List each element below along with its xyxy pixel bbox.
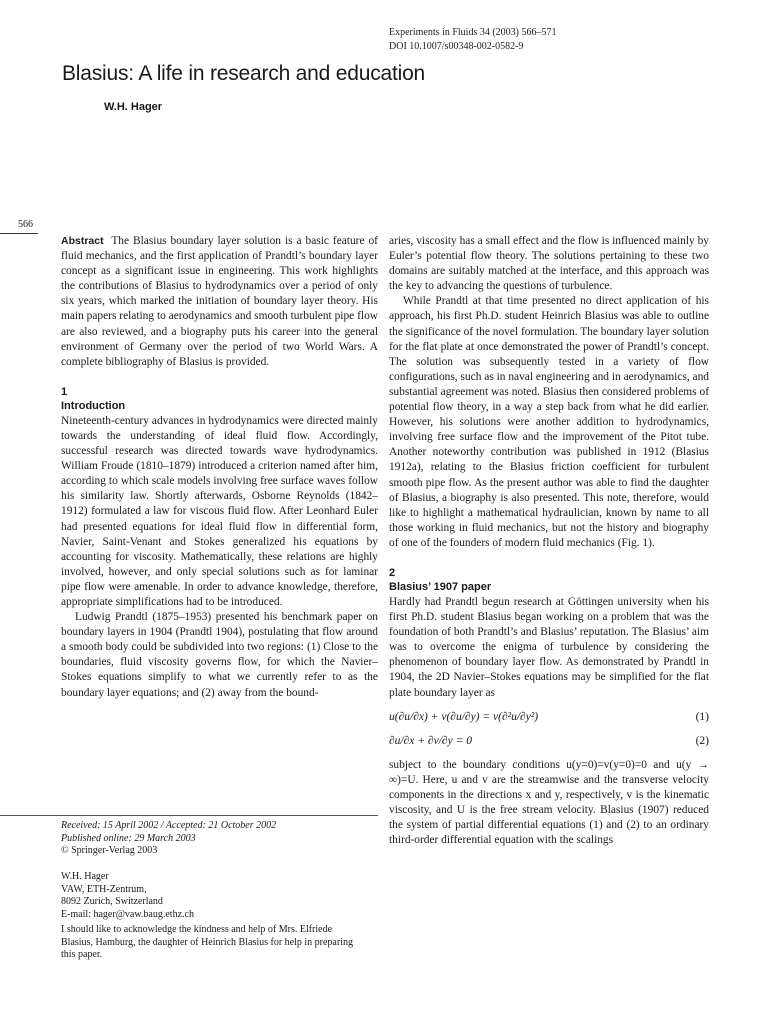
address-institution: VAW, ETH-Zentrum, [61,883,147,895]
article-title: Blasius: A life in research and education [62,62,426,85]
author-name: W.H. Hager [104,101,163,113]
equation-1 [389,710,709,725]
intro-paragraph-4: While Prandtl at that time presented no direct application of his approach, his first Ph.D. student Heinrich Blasius was able to outline the significance of the novel formulation. The boundary layer solution for the flat plate at once demonstrated the power of Prandtl’s concept. The solution was subsequently tested in a variety of flow configurations, such as in naval engineering and in aerodynamics, and substantial agreement was noted. Blasius then considered problems of potential flow theory, in a way a step back from what he did earlier. However, his solutions were another addition to hydrodynamics, involving free surface flow and the improvement of the Pitot tube. Another noteworthy contribution was published in 1912 (Blasius 1912a), relating to the Blasius friction coefficient for turbulent smooth pipe flow. As the present author was able to find the daughter of Blasius, a biography is also presented. This note, therefore, would like to highlight a mathematical hydraulician, known by name to all those working in fluid mechanics, but not the history and biography of one of the founders of modern fluid mechanics (Fig. 1). [389,295,709,549]
doi: DOI 10.1007/s00348-002-0582-9 [389,41,524,52]
footnote-rule [0,815,378,816]
copyright: © Springer-Verlag 2003 [61,845,158,856]
left-column [61,234,378,701]
equation-2-body: ∂u/∂x + ∂v/∂y = 0 [389,734,472,747]
abstract-text: The Blasius boundary layer solution is a basic feature of fluid mechanics, and the first application of Prandtl’s boundary layer concept as a significant issue in engineering. This work highlights the contributions of Blasius to hydrodynamics over a period of only six years, which marked the initiation of boundary layer theory. His main papers relating to aerodynamics and smooth turbulent pipe flow are also reviewed, and a biography puts his career into the general environment of Germany over the period of two World Wars. A complete bibliography of Blasius is provided. [61,235,378,368]
intro-paragraph-3: aries, viscosity has a small effect and the flow is influenced mainly by Euler’s potential flow theory. The solutions pertaining to these two domains are suitably matched at the interface, and this approach was the key to advancing the questions of turbulence. [389,235,709,293]
author-address [61,871,361,921]
section-2-paragraph-2: subject to the boundary conditions u(y=0)=v(y=0)=0 and u(y → ∞)=U. Here, u and v are the streamwise and the transverse velocity components in the directions x and y, respectively, v is the kinematic viscosity, and U is the free stream velocity. Blasius (1907) reduced the system of partial differential equations (1) and (2) to an ordinary third-order differential equation with the scalings [389,758,709,847]
abstract-label: Abstract [61,235,104,247]
published-date: Published online: 29 March 2003 [61,832,196,844]
intro-paragraph-2: Ludwig Prandtl (1875–1953) presented his benchmark paper on boundary layers in 1904 (Prandtl 1904), postulating that flow around a smooth body could be subdivided into two regions: (1) Close to the boundaries, fluid viscosity governs flow, for which the Navier–Stokes equations simplify to what we currently refer to as the boundary layer equations; and (2) away from the bound- [61,611,378,699]
equation-1-number: (1) [695,710,709,723]
equation-2 [389,734,709,749]
equation-1-body: u(∂u/∂x) + v(∂u/∂y) = v(∂²u/∂y²) [389,710,539,723]
publication-dates [61,820,361,845]
section-1-number: 1 [61,385,68,398]
page-number-rule [0,233,38,234]
section-2-paragraph-1: Hardly had Prandtl begun research at Göttingen university when his first Ph.D. student Blasius began working on a problem that was the foundation of both Prandtl’s and Blasius’ reputation. The Blasius’ aim was to overcome the enigma of turbulence by considering the phenomenon of boundary layer flow. As demonstrated by Prandtl in 1904, the 2D Navier–Stokes equations may be simplified for the flat plate boundary layer as [389,595,709,699]
address-name: W.H. Hager [61,871,109,882]
address-city: 8092 Zurich, Switzerland [61,896,163,907]
copyright-block [61,845,361,858]
section-2-heading: Blasius’ 1907 paper [389,580,492,593]
journal-header [389,26,557,54]
page-number: 566 [18,219,33,230]
acknowledgement: I should like to acknowledge the kindness and help of Mrs. Elfriede Blasius, Hamburg, the daughter of Heinrich Blasius for help in preparing this paper. [61,924,353,960]
section-1-heading: Introduction [61,399,126,412]
equation-2-number: (2) [695,734,709,747]
right-column [389,234,709,848]
journal-citation: Experiments in Fluids 34 (2003) 566–571 [389,27,557,38]
received-date: Received: 15 April 2002 / Accepted: 21 October 2002 [61,820,277,831]
abstract-paragraph [61,234,378,370]
section-2-number: 2 [389,566,396,579]
intro-paragraph-1: Nineteenth-century advances in hydrodynamics were directed mainly towards the understanding of ideal fluid flow. Accordingly, successful research was directed towards wave hydrodynamics. William Froude (1810–1879) introduced a criterion named after him, according to which scale models involving free surface waves follow his similarity law. Shortly afterwards, Osborne Reynolds (1842–1912) formulated a law for viscous fluid flow. After Leonhard Euler had presented equations for ideal fluid flow in differential form, Navier, Saint-Venant and Stokes generalized his equations by accounting for viscosity. Mathematically, these relations are highly involved, however, and only special solutions such as for laminar pipe flow were amenable. In order to advance knowledge, therefore, appropriate simplifications had to be introduced. [61,414,378,608]
address-email: E-mail: hager@vaw.baug.ethz.ch [61,908,194,920]
